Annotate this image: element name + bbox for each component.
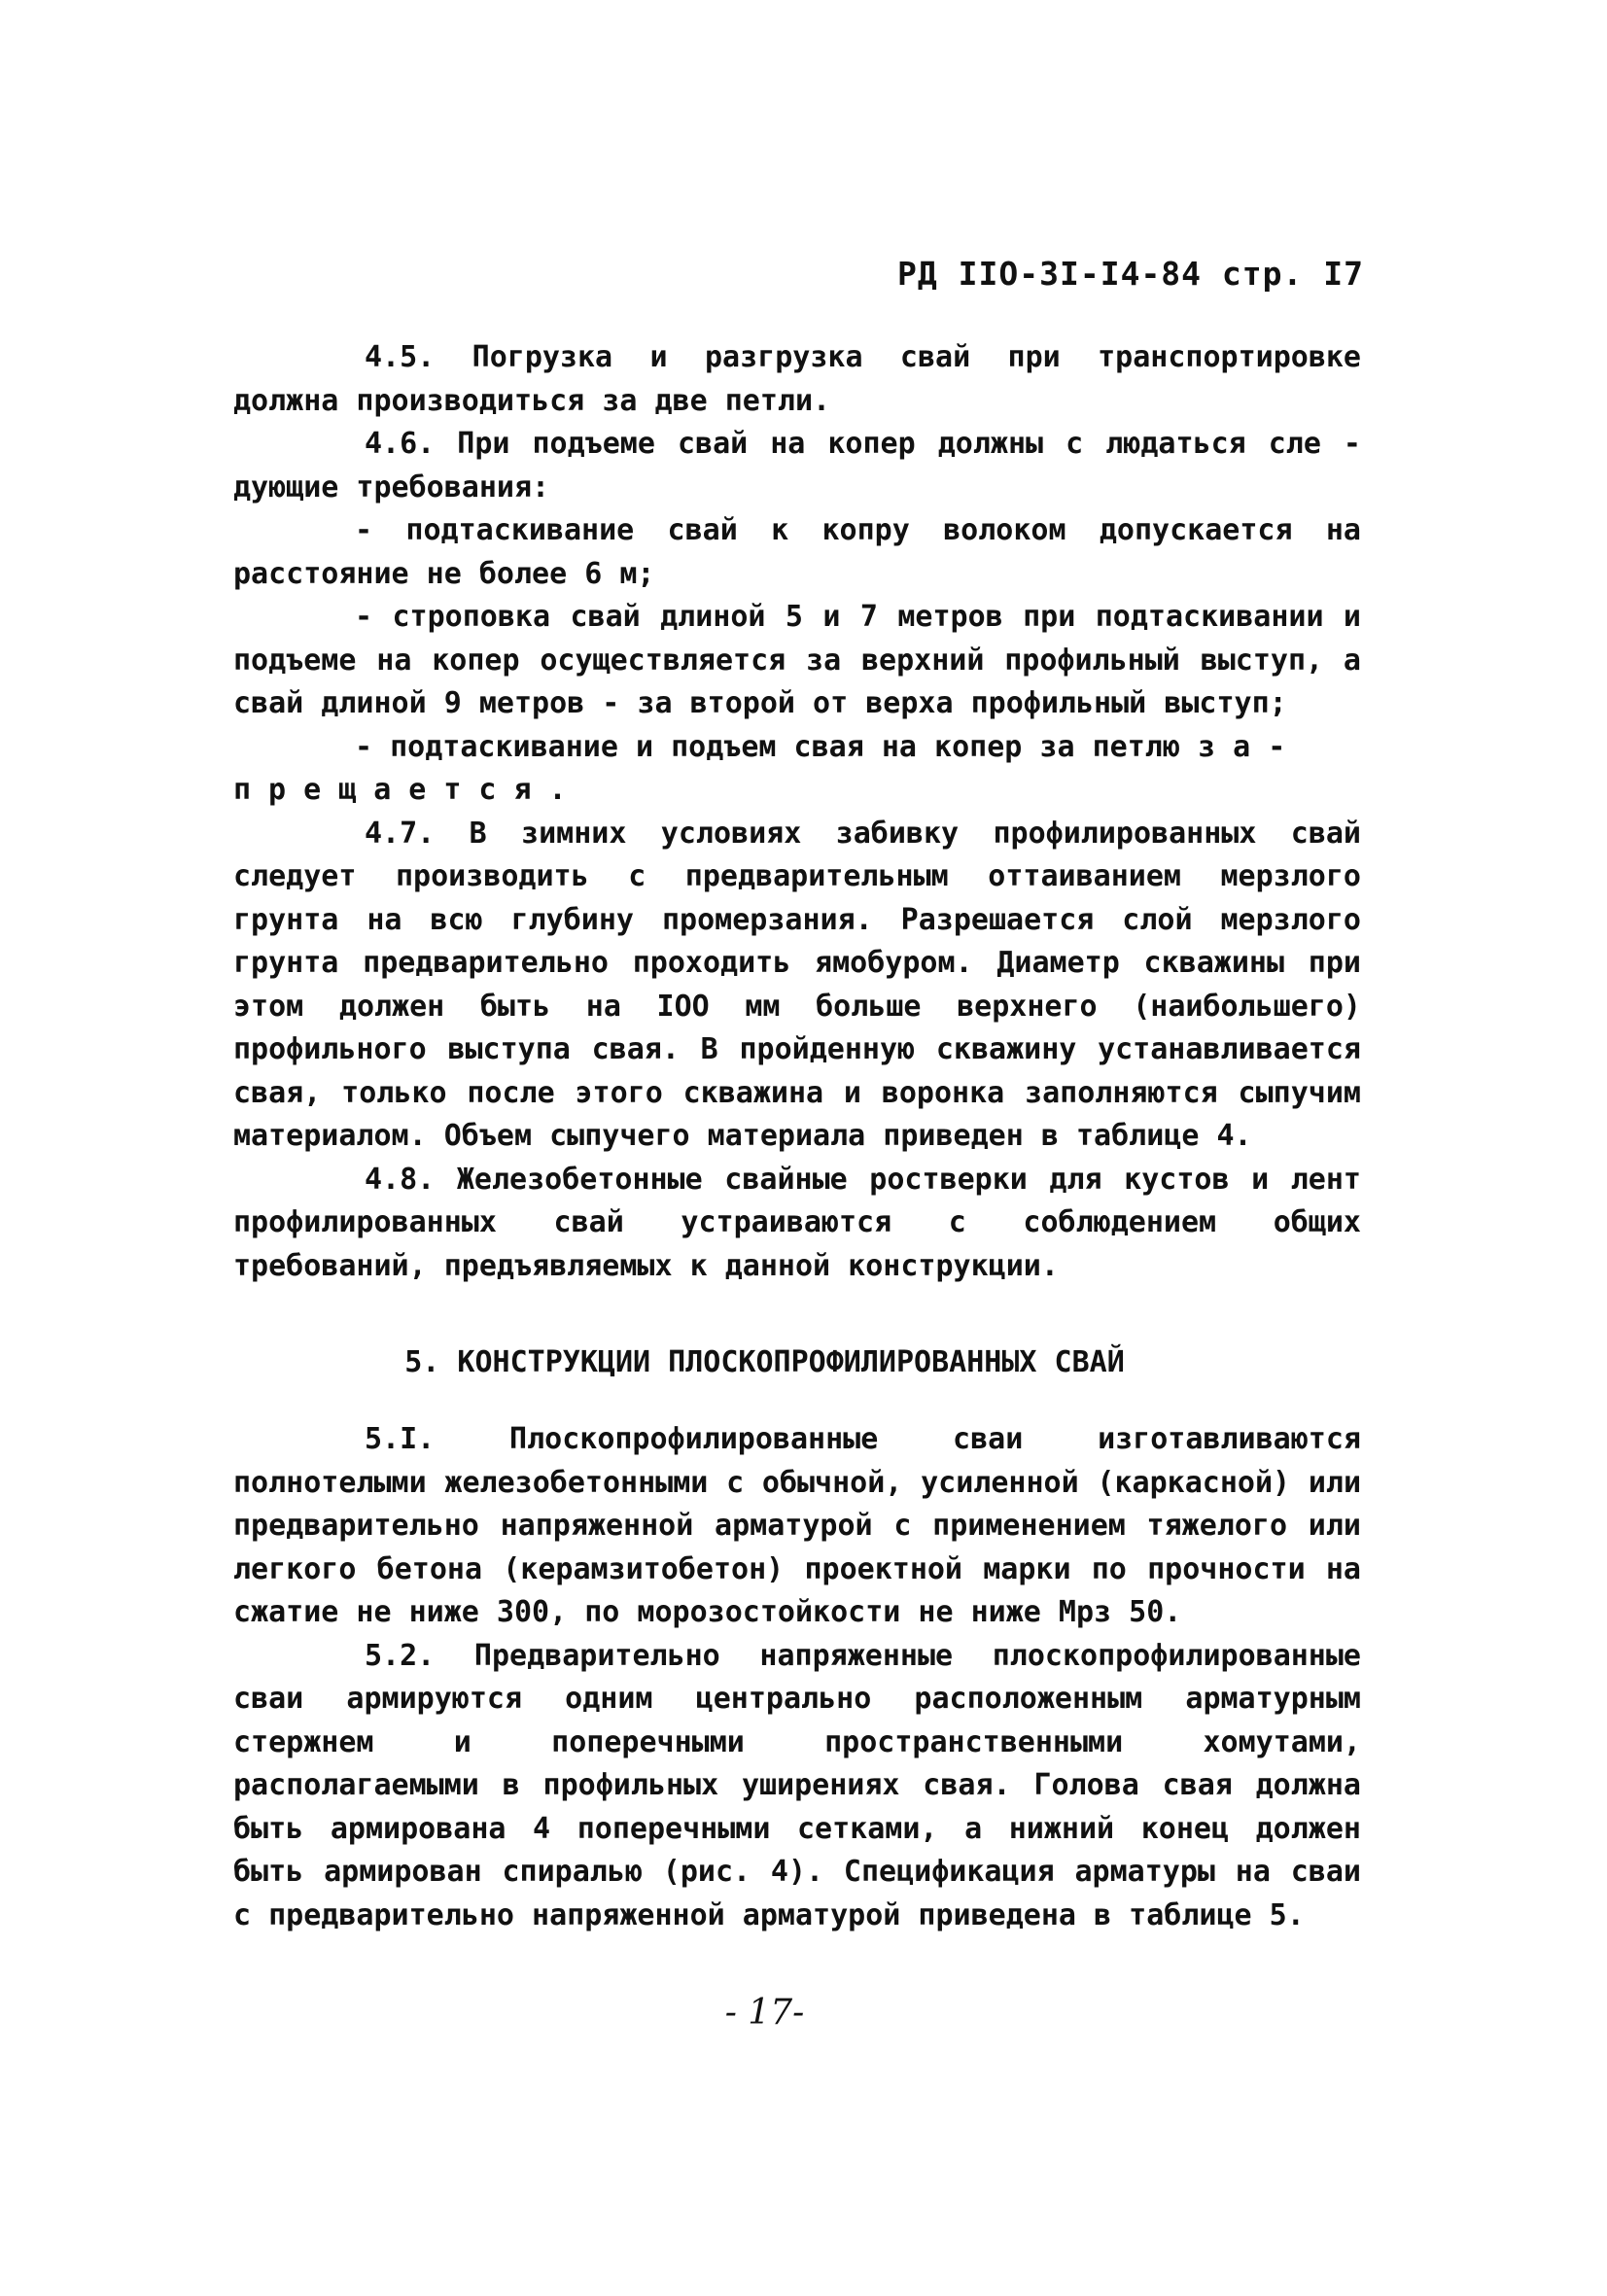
paragraph-4-7: 4.7. В зимних условиях забивку профилированных свай следует производить с предварительным оттаиванием мерзлого грунта на всю глубину промерзания. Разрешается слой мерзлого грунта предварительно проходить ямобуром. Диаметр скважины при этом должен быть на IOO мм больше верхнего (наибольшего) профильного выступа свая. В пройденную скважину устанавливается свая, только после этого скважина и воронка заполняются сыпучим материалом. Объем сыпучего материала приведен в таблице 4. [233, 816, 1361, 1153]
paragraph-5-2: 5.2. Предварительно напряженные плоскопрофилированные сваи армируются одним центрально расположенным арматурным стержнем и поперечными пространственными хомутами, располагаемыми в профильных уширениях свая. Голова свая должна быть армирована 4 поперечными сетками, а нижний конец должен быть армирован спиралью (рис. 4). Спецификация арматуры на сваи с предварительно напряженной арматурой приведена в таблице 5. [233, 1638, 1361, 1932]
paragraph-5-1: 5.I. Плоскопрофилированные сваи изготавливаются полнотелыми железобетонными с обычной, усиленной (каркасной) или предварительно напряженной арматурой с применением тяжелого или легкого бетона (керамзитобетон) проектной марки по прочности на сжатие не ниже 300, по морозостойкости не ниже Мрз 50. [233, 1422, 1361, 1629]
section-5-text [233, 1418, 1361, 1937]
paragraph-4-5: 4.5. Погрузка и разгрузка свай при транспортировке должна производиться за две петли. [233, 340, 1361, 418]
section-4-text [233, 336, 1361, 1288]
paragraph-4-6-intro: 4.6. При подъеме свай на копер должны с людаться сле - дующие требования: [233, 427, 1361, 504]
paragraph-4-6-item-3-end: прещается. [233, 773, 584, 807]
paragraph-4-6-item-2: - строповка свай длиной 5 и 7 метров при подтаскивании и подъеме на копер осуществляется за верхний профильный выступ, а свай длиной 9 метров - за второй от верха профильный выступ; [233, 600, 1361, 720]
section-5-heading: 5. КОНСТРУКЦИИ ПЛОСКОПРОФИЛИРОВАННЫХ СВАЙ [404, 1345, 1125, 1379]
paragraph-4-6-item-3: - подтаскивание и подъем свая на копер за петлю з а - [355, 729, 1286, 764]
paragraph-4-6-item-1: - подтаскивание свай к копру волоком допускается на расстояние не более 6 м; [233, 513, 1361, 591]
paragraph-4-8: 4.8. Железобетонные свайные ростверки для кустов и лент профилированных свай устраиваются с соблюдением общих требований, предъявляемых к данной конструкции. [233, 1162, 1361, 1283]
document-reference-header: РД IIO-3I-I4-84 стр. I7 [897, 255, 1364, 293]
page-number: - 17- [724, 1993, 805, 2033]
